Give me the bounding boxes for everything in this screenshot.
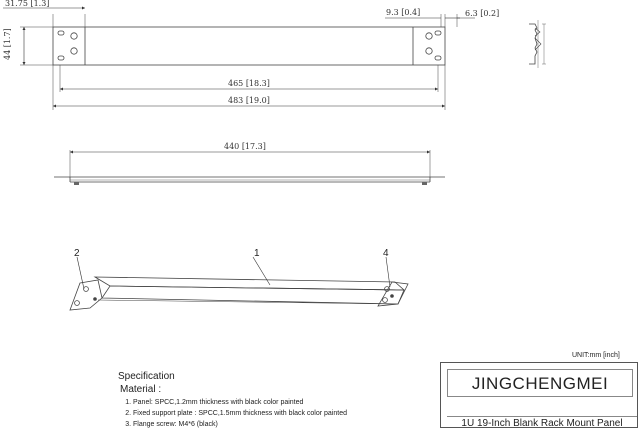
title-block bbox=[440, 362, 638, 428]
isometric-view bbox=[70, 277, 408, 310]
side-view bbox=[529, 20, 546, 68]
mount-hole bbox=[71, 33, 77, 39]
material-list bbox=[118, 397, 418, 430]
dim-hole-spacing: 465 [18.3] bbox=[228, 79, 270, 88]
dim-flange-width: 31.75 [1.3] bbox=[5, 0, 50, 8]
callout-4: 4 bbox=[383, 248, 389, 259]
dimension-lines bbox=[3, 8, 475, 106]
callout-1: 1 bbox=[254, 248, 260, 259]
callout-2: 2 bbox=[74, 248, 80, 259]
front-panel-outline bbox=[53, 27, 445, 65]
material-item: 1. Panel: SPCC,1.2mm thickness with black color painted bbox=[133, 397, 418, 408]
dim-height: 44 [1.7] bbox=[3, 28, 12, 60]
dim-inner-width: 440 [17.3] bbox=[224, 142, 266, 151]
brand-name: JINGCHENGMEI bbox=[447, 369, 633, 397]
product-title: 1U 19-Inch Blank Rack Mount Panel bbox=[447, 416, 637, 430]
dim-overall-width: 483 [19.0] bbox=[228, 96, 270, 105]
top-view bbox=[54, 150, 445, 185]
mount-hole bbox=[71, 48, 77, 54]
specification-heading: Specification bbox=[118, 371, 175, 382]
specification-block bbox=[118, 371, 418, 430]
iso-mount-hole bbox=[84, 287, 89, 292]
dim-slot-width: 6.3 [0.2] bbox=[465, 9, 500, 18]
unit-label: UNIT:mm [inch] bbox=[572, 352, 620, 359]
iso-mount-hole bbox=[75, 301, 80, 306]
dim-hole-offset: 9.3 [0.4] bbox=[386, 8, 421, 17]
material-item: 2. Fixed support plate : SPCC,1.5mm thickness with black color painted bbox=[133, 408, 418, 419]
iso-mount-hole bbox=[383, 298, 388, 303]
material-heading: Material : bbox=[120, 384, 162, 395]
material-item: 3. Flange screw: M4*6 (black) bbox=[133, 419, 418, 430]
callout-leaders bbox=[77, 257, 390, 289]
mount-hole bbox=[426, 48, 432, 54]
mount-hole bbox=[426, 33, 432, 39]
